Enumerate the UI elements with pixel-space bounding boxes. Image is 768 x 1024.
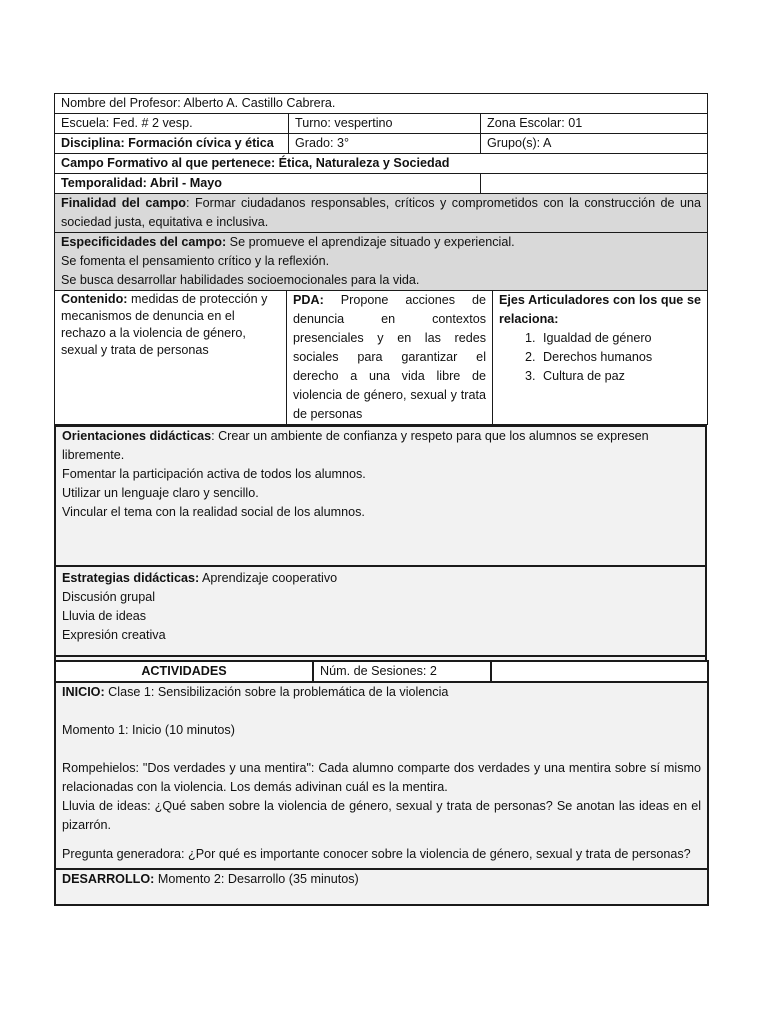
profesor-text: Nombre del Profesor: Alberto A. Castillo Cabrera. — [61, 96, 336, 110]
ejes-label: Ejes Articuladores con los que se relaciona: — [499, 293, 701, 326]
ejes-item: 3. Cultura de paz — [539, 367, 701, 386]
pda-label: PDA: — [293, 293, 324, 307]
grupo-cell — [481, 134, 708, 154]
campo-cell — [55, 154, 708, 174]
inicio-momento: Momento 1: Inicio (10 minutos) — [62, 723, 235, 737]
actividades-header-cell — [55, 661, 313, 682]
actividades-label: ACTIVIDADES — [141, 664, 227, 678]
turno-text: Turno: vespertino — [295, 116, 393, 130]
grado-text: Grado: 3° — [295, 136, 350, 150]
pda-text: Propone acciones de denuncia en contextos presenciales y en las redes sociales para garantizar el derecho a una vida libre de violencia de género, sexual y trata de personas — [293, 293, 486, 421]
ejes-item: 2. Derechos humanos — [539, 348, 701, 367]
finalidad-label: Finalidad del campo — [61, 196, 186, 210]
sesiones-text: Núm. de Sesiones: 2 — [320, 664, 437, 678]
orientaciones-line-2: Utilizar un lenguaje claro y sencillo. — [62, 486, 259, 500]
zona-cell — [481, 114, 708, 134]
especificidades-cell — [55, 233, 708, 291]
finalidad-cell — [55, 194, 708, 233]
estrategias-line-2: Lluvia de ideas — [62, 609, 147, 623]
inicio-title: Clase 1: Sensibilización sobre la problemática de la violencia — [104, 685, 449, 699]
escuela-text: Escuela: Fed. # 2 vesp. — [61, 116, 193, 130]
zona-text: Zona Escolar: 01 — [487, 116, 583, 130]
grupo-text: Grupo(s): A — [487, 136, 552, 150]
turno-cell — [289, 114, 481, 134]
temporalidad-text: Temporalidad: Abril - Mayo — [61, 176, 222, 190]
orientaciones-first: : Crear un ambiente de confianza y respeto para que los alumnos se expresen libremente. — [62, 429, 649, 462]
estrategias-label: Estrategias didácticas: — [62, 571, 200, 585]
actividades-table — [54, 660, 709, 906]
estrategias-line-1: Discusión grupal — [62, 590, 156, 604]
disciplina-text: Disciplina: Formación cívica y ética — [61, 136, 274, 150]
ejes-list — [499, 329, 701, 386]
estrategias-line-3: Expresión creativa — [62, 628, 166, 642]
temporalidad-empty-cell — [481, 174, 708, 194]
orientaciones-line-1: Fomentar la participación activa de todos los alumnos. — [62, 467, 366, 481]
profesor-cell — [55, 94, 708, 114]
ejes-item: 1. Igualdad de género — [539, 329, 701, 348]
orientaciones-line-3: Vincular el tema con la realidad social de los alumnos. — [62, 505, 365, 519]
especificidades-label: Especificidades del campo: — [61, 235, 227, 249]
inicio-rompehielos: Rompehielos: "Dos verdades y una mentira": Cada alumno comparte dos verdades y una mentira sobre sí mismo relacionadas con la violencia. Los demás adivinan cuál es la mentira. — [62, 761, 701, 794]
contenido-cell — [55, 291, 287, 425]
temporalidad-cell — [55, 174, 481, 194]
orientaciones-cell — [55, 426, 706, 566]
sesiones-cell — [313, 661, 491, 682]
inicio-pregunta: Pregunta generadora: ¿Por qué es importante conocer sobre la violencia de género, sexual y trata de personas? — [62, 847, 691, 861]
contenido-table — [54, 291, 708, 425]
pda-cell — [287, 291, 493, 425]
inicio-lluvia: Lluvia de ideas: ¿Qué saben sobre la violencia de género, sexual y trata de personas? Se anotan las ideas en el pizarrón. — [62, 799, 701, 832]
estrategias-first: Aprendizaje cooperativo — [199, 571, 338, 585]
especificidades-line-2: Se fomenta el pensamiento crítico y la reflexión. — [61, 254, 330, 268]
disciplina-cell — [55, 134, 289, 154]
contenido-label: Contenido: — [61, 292, 128, 306]
grado-cell — [289, 134, 481, 154]
ejes-cell — [493, 291, 708, 425]
desarrollo-cell — [55, 869, 708, 905]
inicio-label: INICIO: — [62, 685, 105, 699]
planning-document — [54, 93, 707, 906]
inicio-cell — [55, 682, 708, 869]
estrategias-cell — [55, 566, 706, 656]
contenido-text: medidas de protección y mecanismos de denuncia en el rechazo a la violencia de género, sexual y trata de personas — [61, 292, 268, 357]
campo-text: Campo Formativo al que pertenece: Ética, Naturaleza y Sociedad — [61, 156, 450, 170]
desarrollo-text: Momento 2: Desarrollo (35 minutos) — [154, 872, 359, 886]
desarrollo-label: DESARROLLO: — [62, 872, 155, 886]
finalidad-text: : Formar ciudadanos responsables, críticos y comprometidos con la construcción de una sociedad justa, equitativa e inclusiva. — [61, 196, 702, 229]
header-table — [54, 93, 708, 291]
orientaciones-label: Orientaciones didácticas — [62, 429, 212, 443]
actividades-empty-cell — [491, 661, 708, 682]
especificidades-line-1: Se promueve el aprendizaje situado y experiencial. — [226, 235, 515, 249]
orientaciones-table — [54, 425, 707, 657]
especificidades-line-3: Se busca desarrollar habilidades socioemocionales para la vida. — [61, 273, 420, 287]
escuela-cell — [55, 114, 289, 134]
